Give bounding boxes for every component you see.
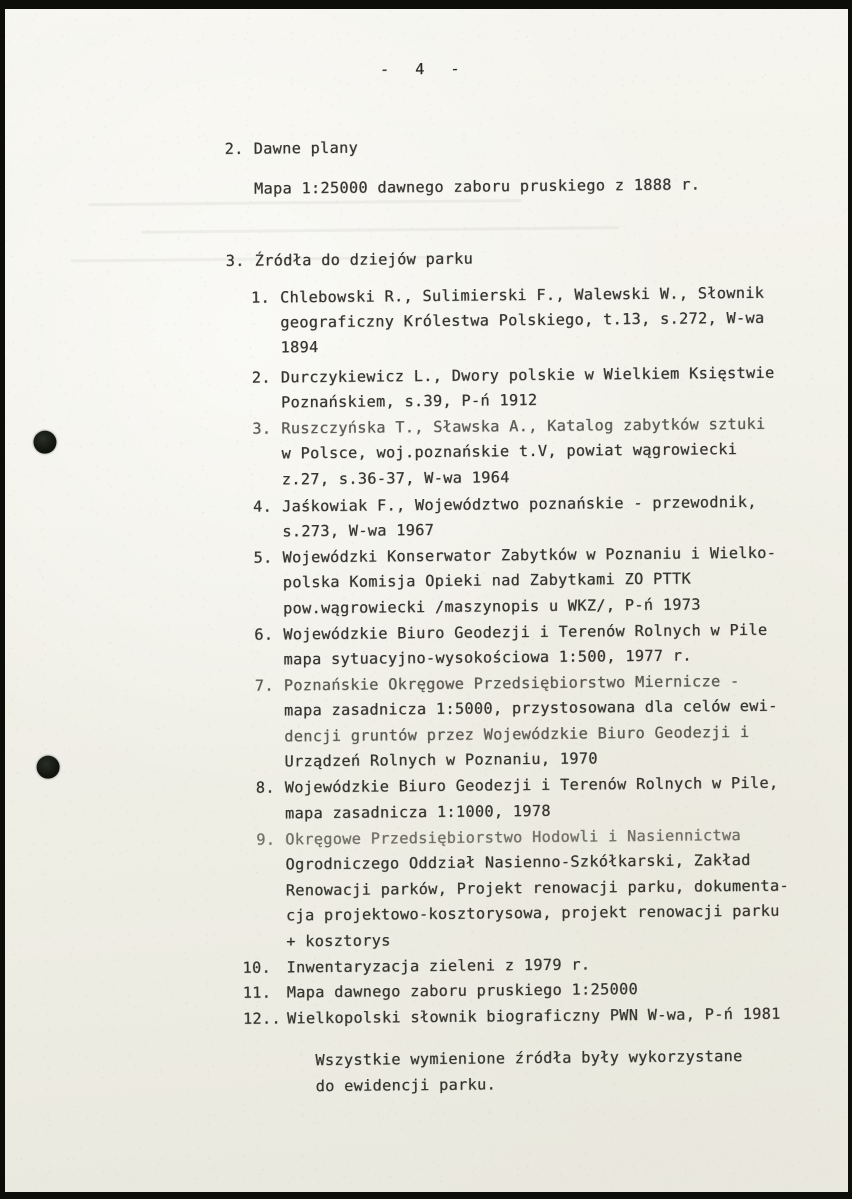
bibliography-item-number: 9. bbox=[256, 830, 276, 849]
bibliography-item-line: s.273, W-wa 1967 bbox=[282, 520, 435, 541]
bibliography-item-number: 3. bbox=[252, 419, 272, 438]
bibliography-item-number: 10. bbox=[242, 958, 272, 977]
bibliography-item-number: 5. bbox=[253, 548, 273, 567]
bibliography-item-number: 8. bbox=[255, 778, 275, 797]
bibliography-item-number: 6. bbox=[254, 625, 274, 644]
bibliography-item-line: Wojewódzkie Biuro Geodezji i Terenów Rolnych w Pile bbox=[283, 620, 768, 644]
bibliography-item-line: Okręgowe Przedsiębiorstwo Hodowli i Nasiennictwa bbox=[285, 826, 742, 849]
bibliography-item-line: Inwentaryzacja zieleni z 1979 r. bbox=[286, 955, 591, 977]
section-2-heading: Dawne plany bbox=[253, 138, 359, 158]
bibliography-item-line: Poznańskie Okręgowe Przedsiębiorstwo Miernicze - bbox=[283, 672, 740, 695]
bibliography-item-line: Urządzeń Rolnych w Poznaniu, 1970 bbox=[284, 749, 598, 771]
bibliography-item-line: polska Komisja Opieki nad Zabytkami ZO PTTK bbox=[282, 569, 692, 592]
bibliography-item-line: Renowacji parków, Projekt renowacji parku, dokumenta- bbox=[285, 876, 790, 900]
bibliography-item-number: 12.. bbox=[242, 1009, 282, 1028]
bibliography-item-line: + kosztorys bbox=[286, 931, 391, 951]
bibliography-item-line: Wojewódzki Konserwator Zabytków w Poznaniu i Wielko- bbox=[282, 543, 777, 567]
bibliography-item-number: 4. bbox=[253, 497, 273, 516]
bibliography-item-line: mapa zasadnicza 1:5000, przystosowana dla celów ewi- bbox=[283, 696, 778, 720]
bibliography-item-line: dencji gruntów przez Wojewódzkie Biuro Geodezji i bbox=[284, 722, 750, 746]
section-3-number: 3. bbox=[225, 251, 245, 270]
section-2-body-line: Mapa 1:25000 dawnego zaboru pruskiego z 1888 r. bbox=[253, 175, 701, 198]
bibliography-item-number: 1. bbox=[251, 288, 271, 307]
bibliography-item-number: 2. bbox=[251, 368, 271, 387]
section-2-number: 2. bbox=[224, 139, 244, 158]
section-3-heading: Źródła do dziejów parku bbox=[254, 249, 474, 270]
page-number: - 4 - bbox=[379, 59, 463, 79]
bibliography-item-line: Wojewódzkie Biuro Geodezji i Terenów Rolnych w Pile, bbox=[284, 773, 779, 797]
bibliography-item-number: 11. bbox=[242, 983, 272, 1002]
bibliography-item-line: z.27, s.36-37, W-wa 1964 bbox=[281, 468, 510, 489]
bibliography-item-line: Ruszczyńska T., Sławska A., Katalog zabytków sztuki bbox=[281, 414, 766, 438]
closing-note-line: do ewidencji parku. bbox=[315, 1075, 497, 1096]
bibliography-item-line: w Polsce, woj.poznańskie t.V, powiat wągrowiecki bbox=[281, 440, 738, 463]
bibliography-item-line: Ogrodniczego Oddział Nasienno-Szkółkarski, Zakład bbox=[285, 850, 751, 874]
bibliography-item-line: pow.wągrowiecki /maszynopis u WKZ/, P-ń 1973 bbox=[282, 595, 701, 618]
bibliography-item-line: Jaśkowiak F., Województwo poznańskie - przewodnik, bbox=[282, 492, 757, 516]
bibliography-item-line: mapa zasadnicza 1:1000, 1978 bbox=[284, 801, 551, 823]
bibliography-item-line: Mapa dawnego zaboru pruskiego 1:25000 bbox=[286, 980, 639, 1002]
bibliography-item-line: Poznańskiem, s.39, P-ń 1912 bbox=[281, 390, 538, 412]
bibliography-item-line: Wielkopolski słownik biograficzny PWN W-wa, P-ń 1981 bbox=[286, 1004, 781, 1028]
closing-note-line: Wszystkie wymienione źródła były wykorzystane bbox=[315, 1047, 743, 1070]
hole-punch-upper bbox=[33, 431, 56, 454]
bibliography-item-line: mapa sytuacyjno-wysokościowa 1:500, 1977 r. bbox=[283, 646, 692, 669]
bibliography-item-line: cja projektowo-kosztorysowa, projekt renowacji parku bbox=[285, 901, 780, 925]
bibliography-item-line: 1894 bbox=[280, 338, 319, 357]
bibliography-item-line: Chlebowski R., Sulimierski F., Walewski W., Słownik bbox=[280, 283, 765, 307]
hole-punch-lower bbox=[36, 756, 59, 779]
bibliography-item-line: geograficzny Królestwa Polskiego, t.13, s.272, W-wa bbox=[280, 308, 765, 332]
bibliography-item-number: 7. bbox=[254, 676, 274, 695]
bibliography-item-line: Durczykiewicz L., Dwory polskie w Wielkiem Księstwie bbox=[280, 363, 775, 387]
